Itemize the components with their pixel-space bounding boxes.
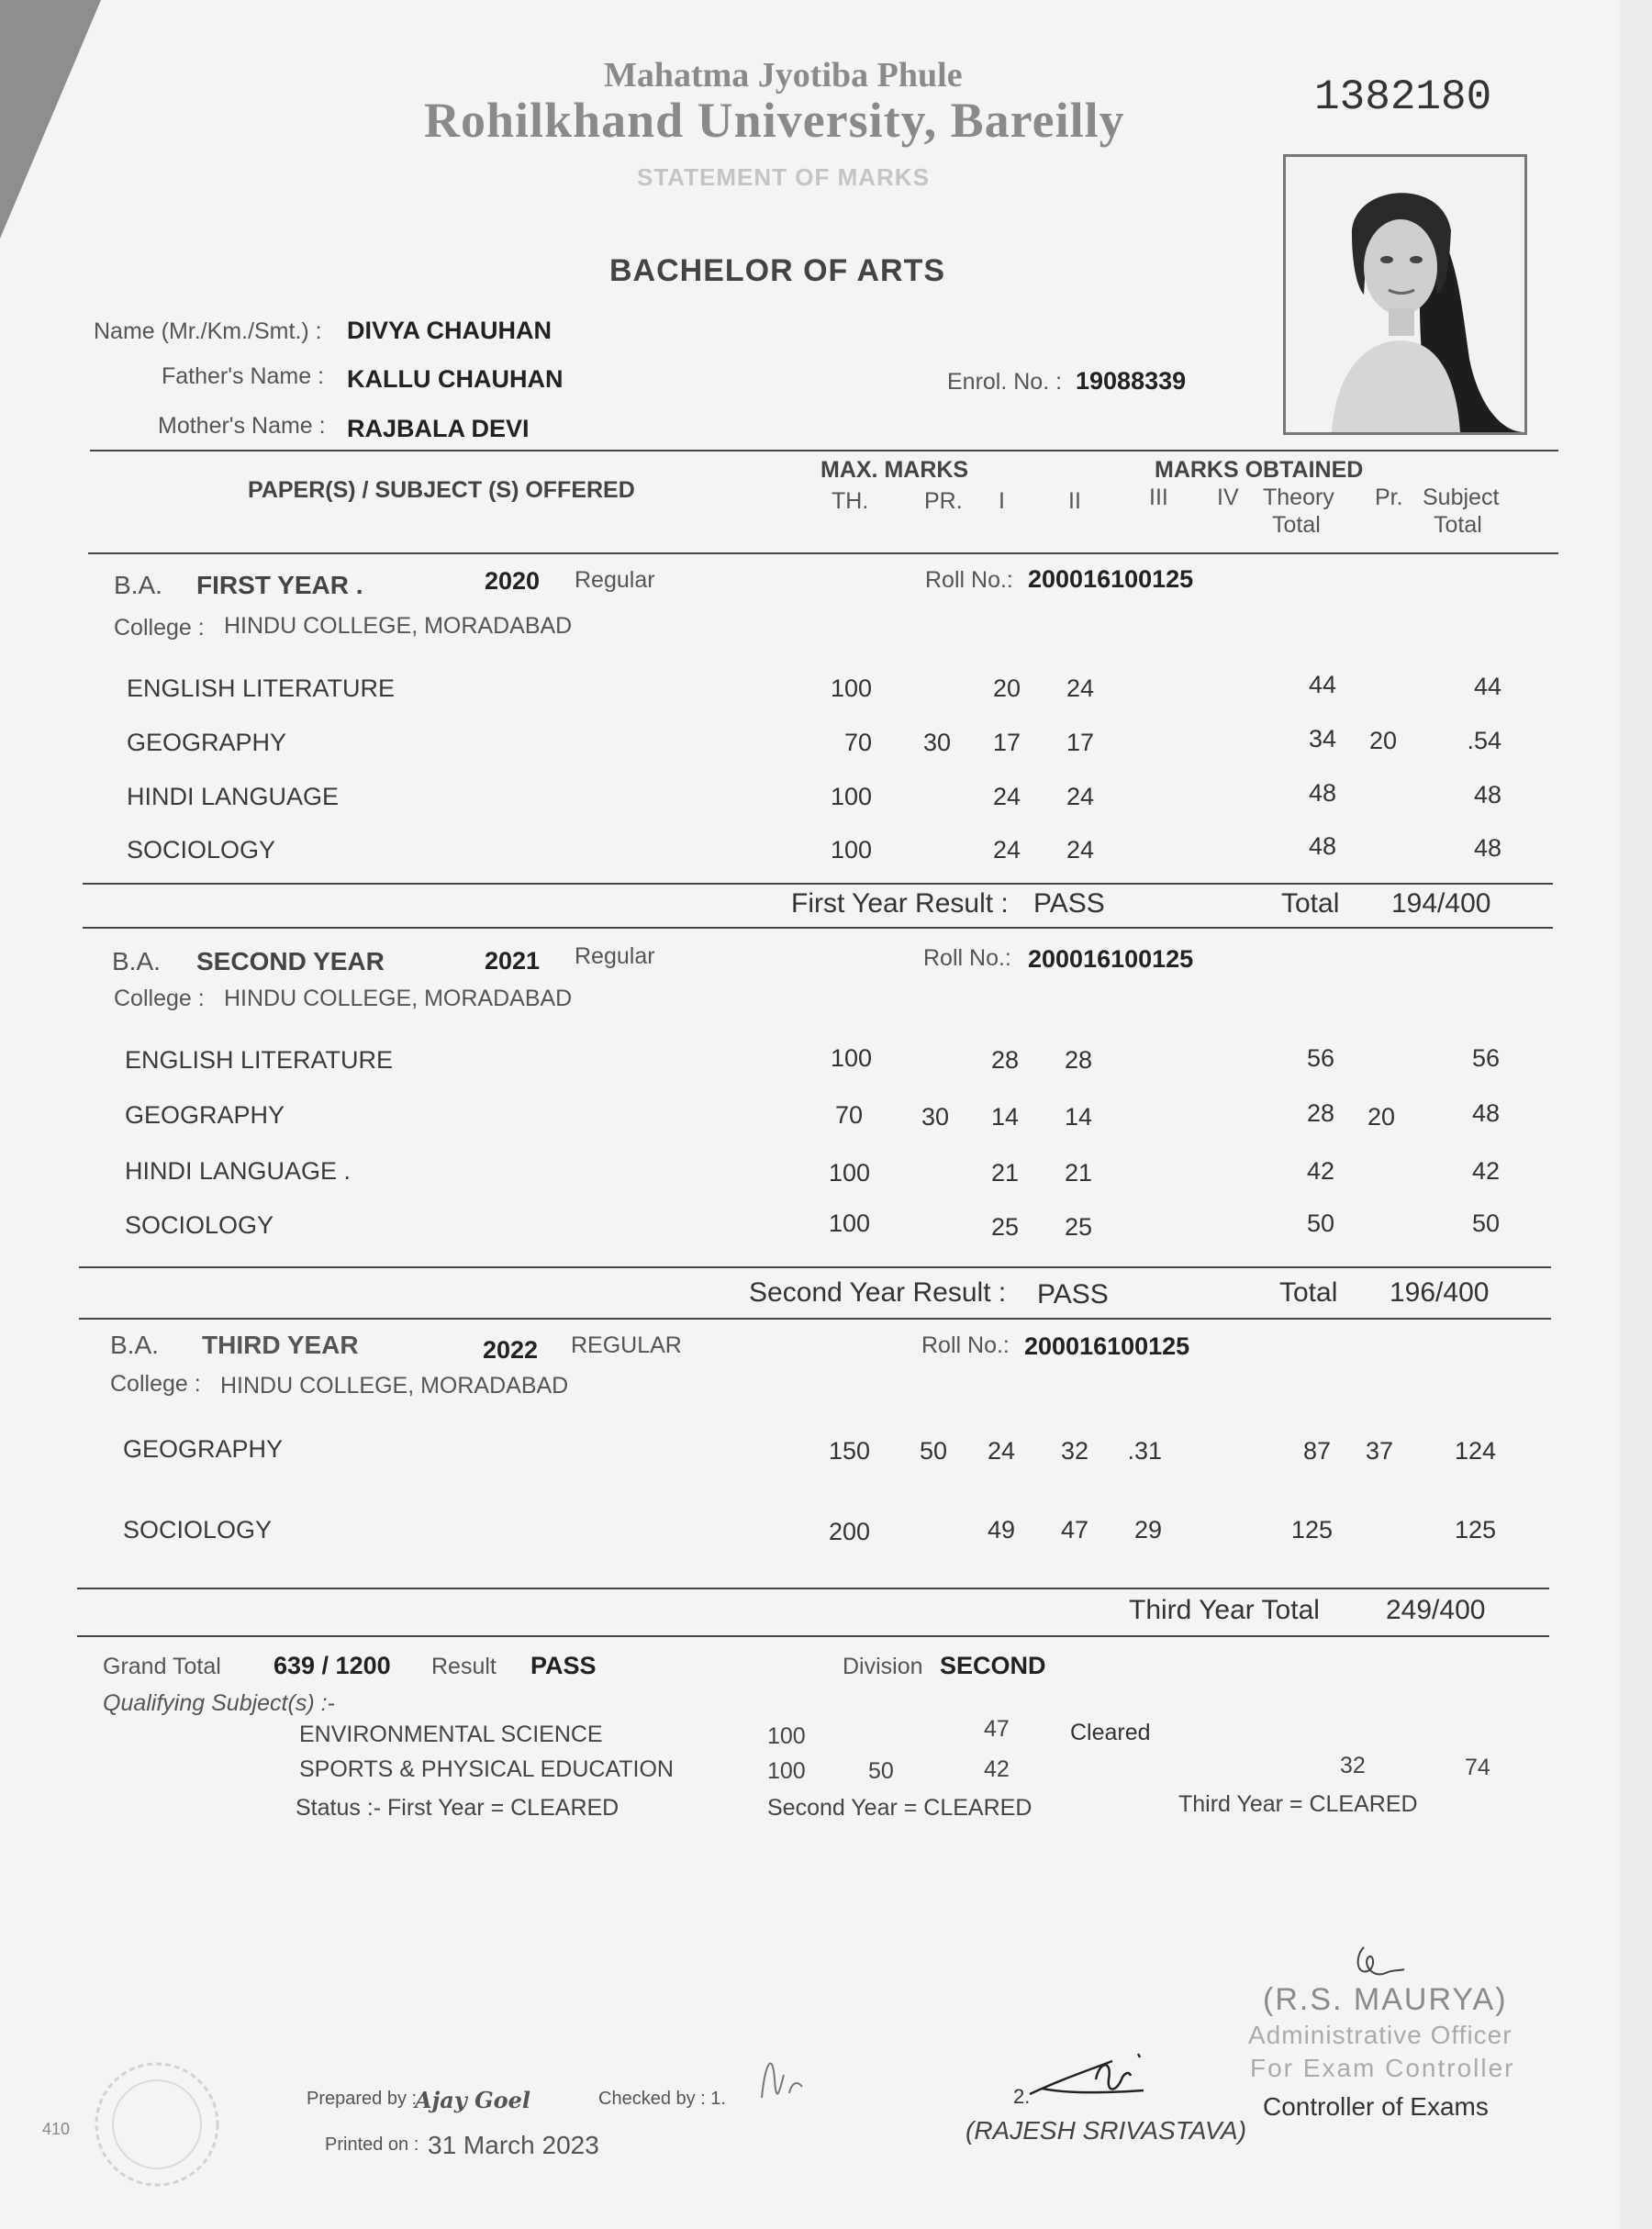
subject-total: 42: [1471, 1157, 1500, 1185]
column-header-divider: [88, 552, 1558, 554]
grand-total-label: Grand Total: [103, 1654, 221, 1679]
student-photo: [1283, 154, 1527, 435]
status-first-year: Status :- First Year = CLEARED: [296, 1795, 620, 1821]
result-label: Second Year Result :: [749, 1277, 1007, 1308]
degree-title: BACHELOR OF ARTS: [609, 253, 946, 288]
paper-2-marks: 32: [1060, 1437, 1088, 1465]
theory-total: 42: [1306, 1157, 1334, 1185]
final-result: PASS: [530, 1652, 597, 1679]
division: SECOND: [940, 1652, 1046, 1679]
result-label: Result: [431, 1654, 497, 1679]
qualifying-marks: 47: [984, 1716, 1010, 1742]
checker-initials-signature: [753, 2043, 817, 2116]
total-label: Total: [1279, 1277, 1338, 1308]
subject-total: .54: [1467, 727, 1501, 754]
theory-total: 34: [1308, 725, 1336, 752]
name-label: Name (Mr./Km./Smt.) :: [94, 318, 322, 344]
roll-label: Roll No.:: [921, 1332, 1010, 1358]
roll-label: Roll No.:: [925, 567, 1013, 593]
result-value: PASS: [1037, 1279, 1109, 1310]
theory-total: 44: [1308, 671, 1336, 698]
col-paper-3: III: [1149, 485, 1168, 510]
enrol-number: 19088339: [1076, 367, 1187, 395]
paper-1-marks: 24: [992, 783, 1021, 810]
col-paper-2: II: [1068, 488, 1081, 514]
max-theory: 70: [834, 1101, 863, 1129]
printed-on-date: 31 March 2023: [428, 2131, 599, 2159]
subject-total: 48: [1473, 781, 1501, 808]
college-name: HINDU COLLEGE, MORADABAD: [224, 613, 573, 639]
course-label: B.A.: [112, 947, 161, 975]
practical-obtained: 37: [1365, 1437, 1393, 1465]
statement-of-marks: STATEMENT OF MARKS: [637, 163, 930, 191]
total-label: Total: [1281, 888, 1340, 919]
subject-total: 50: [1471, 1209, 1500, 1237]
paper-3-marks: .31: [1127, 1437, 1162, 1465]
col-marks-obtained-header: MARKS OBTAINED: [1155, 457, 1364, 483]
photo-portrait-image: [1286, 157, 1524, 432]
paper-1-marks: 21: [990, 1159, 1019, 1187]
qualifying-practical-max: 50: [868, 1758, 894, 1784]
college-name: HINDU COLLEGE, MORADABAD: [220, 1373, 569, 1399]
paper-1-marks: 20: [992, 674, 1021, 702]
paper-2-marks: 24: [1066, 674, 1094, 702]
roll-number: 200016100125: [1028, 565, 1194, 593]
controller-of-exams: Controller of Exams: [1263, 2092, 1489, 2121]
qualifying-subject: ENVIRONMENTAL SCIENCE: [299, 1722, 603, 1747]
paper-1-marks: 14: [990, 1103, 1019, 1131]
theory-total: 48: [1308, 779, 1336, 807]
college-name: HINDU COLLEGE, MORADABAD: [224, 986, 573, 1011]
max-practical: 30: [922, 729, 951, 756]
countersign-name: (RAJESH SRIVASTAVA): [966, 2116, 1247, 2145]
paper-2-marks: 21: [1064, 1159, 1092, 1187]
study-mode: Regular: [575, 567, 655, 593]
col-paper-1: I: [999, 488, 1005, 514]
course-label: B.A.: [114, 571, 162, 599]
subject-name: ENGLISH LITERATURE: [125, 1046, 394, 1074]
college-label: College :: [114, 615, 205, 641]
third-year-divider: [77, 1588, 1549, 1589]
roll-number: 200016100125: [1028, 945, 1194, 973]
prepared-by-label: Prepared by :: [307, 2089, 418, 2109]
printed-on-label: Printed on :: [325, 2134, 419, 2155]
col-max-marks-header: MAX. MARKS: [820, 457, 969, 483]
third-year-bottom-divider: [77, 1635, 1549, 1637]
max-theory: 70: [843, 729, 872, 756]
subject-name: SOCIOLOGY: [123, 1516, 273, 1544]
paper-2-marks: 25: [1064, 1213, 1092, 1241]
qualifying-max: 100: [767, 1758, 806, 1784]
paper-1-marks: 24: [987, 1437, 1015, 1465]
second-year-bottom-divider: [79, 1318, 1551, 1320]
max-practical: 30: [921, 1103, 949, 1131]
paper-2-marks: 24: [1066, 836, 1094, 864]
study-mode: Regular: [575, 943, 655, 969]
subject-total: 124: [1454, 1437, 1496, 1465]
year-total: 196/400: [1390, 1277, 1490, 1308]
mother-name-label: Mother's Name :: [158, 413, 326, 439]
subject-total: 56: [1471, 1044, 1500, 1072]
qualifying-status: Cleared: [1070, 1720, 1151, 1745]
subject-total: 125: [1454, 1516, 1496, 1544]
max-theory: 100: [828, 1209, 870, 1237]
paper-2-marks: 28: [1064, 1046, 1092, 1074]
col-th: TH.: [832, 488, 869, 514]
paper-1-marks: 24: [992, 836, 1021, 864]
col-subject-total: Subject: [1423, 485, 1500, 510]
subject-name: SOCIOLOGY: [127, 836, 276, 864]
result-label: First Year Result :: [791, 888, 1009, 919]
max-practical: 50: [919, 1437, 947, 1465]
col-pr: PR.: [924, 488, 963, 514]
max-theory: 100: [830, 783, 872, 810]
subject-name: GEOGRAPHY: [123, 1435, 284, 1463]
division-label: Division: [843, 1654, 923, 1679]
subject-name: ENGLISH LITERATURE: [127, 674, 396, 702]
max-theory: 100: [830, 836, 872, 864]
subject-name: SOCIOLOGY: [125, 1211, 274, 1239]
course-label: B.A.: [110, 1331, 159, 1359]
subject-name: HINDI LANGUAGE .: [125, 1157, 352, 1185]
header-divider: [90, 450, 1558, 451]
mother-name: RAJBALA DEVI: [347, 415, 530, 442]
max-theory: 200: [828, 1518, 870, 1545]
max-theory: 100: [828, 1159, 870, 1187]
officer-for: For Exam Controller: [1250, 2054, 1515, 2082]
serial-number: 1382180: [1314, 73, 1492, 121]
paper-3-marks: 29: [1133, 1516, 1162, 1544]
col-practical: Pr.: [1375, 485, 1403, 510]
theory-total: 48: [1308, 832, 1336, 860]
practical-obtained: 20: [1367, 1103, 1395, 1131]
college-label: College :: [114, 986, 205, 1011]
officer-name: (R.S. MAURYA): [1263, 1982, 1508, 2017]
paper-1-marks: 17: [992, 729, 1021, 756]
max-theory: 100: [830, 674, 872, 702]
paper-1-marks: 49: [987, 1516, 1015, 1544]
col-subjects-header: PAPER(S) / SUBJECT (S) OFFERED: [248, 477, 635, 503]
margin-code: 410: [42, 2120, 71, 2138]
folded-corner: [0, 0, 101, 239]
subject-total: 48: [1471, 1099, 1500, 1127]
college-label: College :: [110, 1371, 201, 1397]
qualifying-max: 100: [767, 1723, 806, 1749]
session-year: 2020: [485, 567, 541, 595]
theory-total: 87: [1302, 1437, 1331, 1465]
col-theory-total: Theory: [1263, 485, 1334, 510]
checked-by-label: Checked by : 1.: [598, 2089, 726, 2109]
second-year-divider: [79, 1266, 1551, 1268]
year-label: FIRST YEAR .: [196, 571, 363, 599]
year-total: 249/400: [1386, 1595, 1486, 1625]
practical-obtained: 20: [1368, 727, 1397, 754]
grand-total: 639 / 1200: [273, 1652, 391, 1679]
paper-2-marks: 24: [1066, 783, 1094, 810]
subject-name: HINDI LANGUAGE: [127, 783, 340, 810]
theory-total: 56: [1306, 1044, 1334, 1072]
prepared-by-name: Ajay Goel: [415, 2087, 531, 2113]
status-second-year: Second Year = CLEARED: [767, 1795, 1032, 1821]
session-year: 2021: [485, 947, 541, 975]
father-name-label: Father's Name :: [162, 363, 325, 389]
first-year-bottom-divider: [83, 927, 1553, 929]
col-theory-total-2: Total: [1272, 512, 1321, 538]
subject-total: 48: [1473, 834, 1501, 862]
paper-2-marks: 17: [1066, 729, 1094, 756]
paper-2-marks: 14: [1064, 1103, 1092, 1131]
subject-total: 44: [1473, 673, 1501, 700]
faded-seal-stamp: [88, 2056, 226, 2193]
subject-name: GEOGRAPHY: [127, 729, 287, 756]
first-year-divider: [83, 883, 1553, 885]
paper-1-marks: 28: [990, 1046, 1019, 1074]
qualifying-total: 74: [1465, 1755, 1490, 1780]
qualifying-marks: 42: [984, 1756, 1010, 1782]
session-year: 2022: [483, 1336, 539, 1364]
third-year-total-label: Third Year Total: [1129, 1595, 1320, 1625]
year-label: SECOND YEAR: [196, 947, 385, 975]
qualifying-subject: SPORTS & PHYSICAL EDUCATION: [299, 1756, 674, 1782]
col-subject-total-2: Total: [1434, 512, 1482, 538]
university-line-1: Mahatma Jyotiba Phule: [604, 56, 963, 95]
result-value: PASS: [1033, 888, 1105, 919]
max-theory: 150: [828, 1437, 870, 1465]
year-total: 194/400: [1391, 888, 1491, 919]
rajesh-srivastava-signature: [1024, 2043, 1162, 2107]
roll-number: 200016100125: [1024, 1332, 1190, 1360]
qualifying-label: Qualifying Subject(s) :-: [103, 1690, 335, 1716]
paper-2-marks: 47: [1060, 1516, 1088, 1544]
col-paper-4: IV: [1217, 485, 1239, 510]
enrol-label: Enrol. No. :: [947, 369, 1063, 395]
theory-total: 125: [1290, 1516, 1333, 1544]
qualifying-practical: 32: [1340, 1753, 1366, 1778]
second-signature-number: 2.: [1013, 2085, 1031, 2108]
paper-1-marks: 25: [990, 1213, 1019, 1241]
student-name: DIVYA CHAUHAN: [347, 317, 553, 344]
year-label: THIRD YEAR: [202, 1331, 359, 1359]
theory-total: 50: [1306, 1209, 1334, 1237]
university-title: Rohilkhand University, Bareilly: [424, 93, 1125, 148]
subject-name: GEOGRAPHY: [125, 1101, 285, 1129]
max-theory: 100: [830, 1044, 872, 1072]
status-third-year: Third Year = CLEARED: [1178, 1791, 1418, 1817]
father-name: KALLU CHAUHAN: [347, 365, 564, 393]
theory-total: 28: [1306, 1099, 1334, 1127]
study-mode: REGULAR: [571, 1332, 682, 1358]
officer-title: Administrative Officer: [1248, 2021, 1512, 2049]
roll-label: Roll No.:: [923, 945, 1011, 971]
